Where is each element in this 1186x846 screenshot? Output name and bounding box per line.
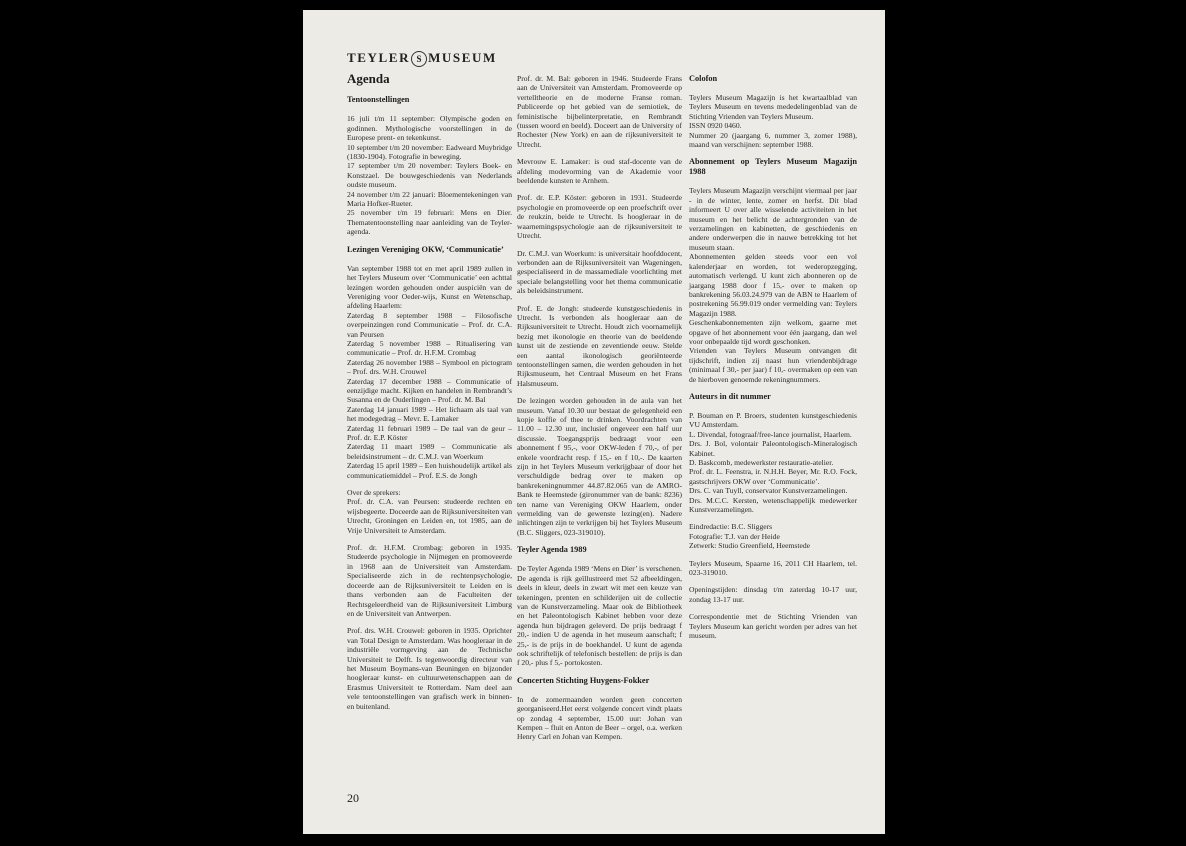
masthead-logo bbox=[347, 50, 497, 67]
heading-lezingen: Lezingen Vereniging OKW, ‘Communicatie’ bbox=[347, 244, 504, 254]
speaker-bio: Prof. dr. M. Bal: geboren in 1946. Studeerde Frans aan de Universiteit van Amsterdam. Promoveerde op vertelltheorie en de moderne Franse roman. Publiceerde op het gebied van de semiotiek, de feministische bijbelinterpretatie, en Rembrandt (tussen woord en beeld). Doceert aan de University of Rochester (New York) en aan de rijksuniversiteit te Utrecht. bbox=[517, 74, 682, 149]
speaker-bio: Prof. drs. W.H. Crouwel: geboren in 1935. Oprichter van Total Design te Amsterdam. Was hoogleraar in de industriële vormgeving aan de Technische Universiteit te Delft. Is tegenwoordig directeur van het Museum Boymans-van Beuningen en bijzonder hoogleraar kunst- en cultuurwetenschappen aan de Erasmus Universiteit te Rotterdam. Nam deel aan vele tentoonstellingen van grafisch werk in binnen- en buitenland. bbox=[347, 626, 512, 711]
correspondence-note: Correspondentie met de Stichting Vrienden van Teylers Museum kan gericht worden per adres van het museum. bbox=[689, 612, 857, 641]
heading-concerten: Concerten Stichting Huygens-Fokker bbox=[517, 675, 650, 685]
colofon-line: Teylers Museum Magazijn is het kwartaalblad van Teylers Museum en tevens mededelingenblad van de Stichting Vrienden van Teylers Museum. bbox=[689, 93, 857, 121]
lezingen-intro: Van september 1988 tot en met april 1989 zullen in het Teylers Museum over ‘Communicatie’ een achttal lezingen worden gehouden onder auspiciën van de Vereniging voor Oeder-wijs, Kunst en Wetenschap, afdeling Haarlem: bbox=[347, 263, 512, 311]
abonnement-block bbox=[689, 186, 857, 384]
museum-address: Teylers Museum, Spaarne 16, 2011 CH Haarlem, tel. 023-319010. bbox=[689, 558, 857, 578]
abonnement-text: Vrienden van Teylers Museum ontvangen dit tijdschrift, indien zij naast hun vriendenbijdrage (minimaal f 30,- per jaar) f 10,- overmaken op een van de hierboven genoemde rekeningnummers. bbox=[689, 346, 857, 384]
lecture-item: Zaterdag 11 maart 1989 – Communicatie als beleidsinstrument – dr. C.M.J. van Woerkum bbox=[347, 442, 512, 461]
abonnement-text: Geschenkabonnementen zijn welkom, gaarne met opgave of het abonnement voor één jaargang, dan wel voor onbepaalde tijd wordt geschonken. bbox=[689, 318, 857, 346]
speaker-bio-block bbox=[347, 488, 512, 535]
column-3 bbox=[689, 74, 857, 649]
heading-colofon: Colofon bbox=[689, 74, 718, 83]
speaker-bio: Prof. dr. H.F.M. Crombag: geboren in 1935. Studeerde psychologie in Nijmegen en promoveerde in 1968 aan de Universiteit van Amsterdam. Specialiseerde zich in de rechtenpsychologie, doceerde aan de Rijksuniversiteit te Leiden en is thans verbonden aan de Faculteiten der Rechtsgeleerdheid van de Rijksuniversiteit Limburg en de Universiteit van Antwerpen. bbox=[347, 543, 512, 618]
lecture-list bbox=[347, 264, 512, 480]
author-item: L. Divendal, fotograaf/free-lance journalist, Haarlem. bbox=[689, 429, 852, 439]
exhibition-item: 25 november t/m 19 februari: Mens en Dier. Thematentoonstelling naar aanleiding van de Teyler-agenda. bbox=[347, 208, 512, 237]
masthead-right: MUSEUM bbox=[428, 50, 497, 65]
author-item: Prof. dr. L. Feenstra, ir. N.H.H. Beyer, Mr. R.O. Fock, gastschrijvers OKW over ‘Communicatie’. bbox=[689, 467, 857, 486]
speaker-bio: Mevrouw E. Lamaker: is oud staf-docente van de afdeling modevorming van de Akademie voor beeldende kunsten te Arnhem. bbox=[517, 157, 682, 186]
museum-emblem-icon: S bbox=[411, 51, 427, 67]
lecture-item: Zaterdag 17 december 1988 – Communicatie of eenzijdige macht. Kijken en handelen in Rembrandt’s Susanna en de Ouderlingen – Prof. dr. M. Bal bbox=[347, 376, 512, 405]
author-item: P. Bouman en P. Broers, studenten kunstgeschiedenis VU Amsterdam. bbox=[689, 410, 857, 430]
author-item: Drs. C. van Tuyll, conservator Kunstverzamelingen. bbox=[689, 486, 848, 496]
opening-hours: Openingstijden: dinsdag t/m zaterdag 10-17 uur, zondag 13-17 uur. bbox=[689, 585, 857, 604]
colofon-block bbox=[689, 93, 857, 149]
heading-tentoonstellingen: Tentoonstellingen bbox=[347, 95, 410, 105]
masthead-left: TEYLER bbox=[347, 50, 411, 65]
speaker-bio: Prof. dr. E.P. Köster: geboren in 1931. Studeerde psychologie en promoveerde op een proefschrift over de reukzin, beide te Utrecht. Is hoogleraar in de waarnemingspsychologie aan de rijksuniversiteit te Utrecht. bbox=[517, 193, 682, 241]
redactie-line: Fotografie: T.J. van der Heide bbox=[689, 531, 780, 541]
redactie-line: Zetwerk: Studio Greenfield, Heemstede bbox=[689, 541, 811, 551]
redactie-block bbox=[689, 522, 857, 550]
column-2 bbox=[517, 74, 682, 750]
auteurs-list bbox=[689, 411, 857, 514]
exhibition-item: 16 juli t/m 11 september: Olympische goden en godinnen. Mythologische voorstellingen in de Europese prent- en tekenkunst. bbox=[347, 114, 512, 143]
lecture-item: Zaterdag 8 september 1988 – Filosofische overpeinzingen rond Communicatie – Prof. dr. C.A. van Peursen bbox=[347, 310, 512, 339]
speaker-bio: Prof. E. de Jongh: studeerde kunstgeschiedenis in Utrecht. Is verbonden als hoogleraar aan de Rijksuniversiteit te Utrecht. Houdt zich voornamelijk bezig met ikonologie en theorie van de beeldende kunst uit de zestiende en zeventiende eeuw. Stelde een aantal ikonologisch georiënteerde tentoonstellingen samen, die werden gehouden in het Rijksmuseum, het Centraal Museum en het Frans Halsmuseum. bbox=[517, 303, 682, 388]
exhibition-item: 24 november t/m 22 januari: Bloementekeningen van Maria Hofker-Rueter. bbox=[347, 189, 512, 209]
speaker-bio: Dr. C.M.J. van Woerkum: is universitair hoofddocent, verbonden aan de Rijksuniversiteit van Wageningen, gespecialiseerd in de massamediale voorlichting met speciale belangstelling voor het thema communicatie als beleidsinstrument. bbox=[517, 248, 682, 296]
concerten-text: In de zomermaanden worden geen concerten georganiseerd.Het eerst volgende concert vindt plaats op zondag 4 september, 15.00 uur: Johan van Kempen – fluit en Anton de Beer – orgel, o.a. werken Henry Carl en Johan van Kempen. bbox=[517, 694, 682, 742]
abonnement-text: Teylers Museum Magazijn verschijnt viermaal per jaar - in de winter, lente, zomer en herfst. Dit blad informeert U over alle wisselende activiteiten in het museum en het belicht de achtergronden van de verzamelingen en kabinetten, de geschiedenis en andere onderwerpen die in nauwe betrekking tot het museum staan. bbox=[689, 186, 857, 252]
lecture-item: Zaterdag 15 april 1989 – Een huishoudelijk artikel als communicatiemiddel – Prof. E.S. de Jongh bbox=[347, 461, 512, 480]
colofon-line: Nummer 20 (jaargang 6, nummer 3, zomer 1988), maand van verschijnen: september 1988. bbox=[689, 130, 857, 150]
exhibition-item: 10 september t/m 20 november: Eadweard Muybridge (1830-1904). Fotografie in beweging. bbox=[347, 142, 512, 162]
author-item: D. Baskcomb, medewerkster restauratie-atelier. bbox=[689, 458, 834, 467]
page-number: 20 bbox=[347, 791, 359, 805]
colofon-line: ISSN 0920 0460. bbox=[689, 121, 742, 131]
speaker-bio: Prof. dr. C.A. van Peursen: studeerde rechten en wijsbegeerte. Doceerde aan de Rijksuniversiteiten van Utrecht, Groningen en Leiden en, tot 1985, aan de Vrije Universiteit te Amsterdam. bbox=[347, 497, 512, 535]
magazine-page bbox=[303, 10, 885, 834]
abonnement-text: Abonnementen gelden steeds voor een vol kalenderjaar en worden, tot wederopzegging, automatisch verlengd. U kunt zich abonneren op de jaargang 1988 door f 15,- over te maken op bankrekening 56.03.24.979 van de ABN te Haarlem of postrekening 56.99.019 onder vermelding van: Teylers Magazijn 1988. bbox=[689, 252, 857, 318]
lecture-item: Zaterdag 14 januari 1989 – Het lichaam als taal van het modegedrag – Mevr. E. Lamaker bbox=[347, 404, 512, 424]
heading-abonnement: Abonnement op Teylers Museum Magazijn 1988 bbox=[689, 157, 857, 177]
lecture-practical-info: De lezingen worden gehouden in de aula van het museum. Vanaf 10.30 uur bestaat de gelegenheid een kopje koffie of thee te drinken. Voordrachten van 11.00 – 12.30 uur, inclusief ongeveer een half uur discussie. Toegangsprijs bedraagt voor een abonnement f 95,-, voor OKW-leden f 70,-, of per enkele voordracht resp. f 15,- en f 10,-. De kaarten zijn in het Teylers Museum verkrijgbaar of door het verschuldigde bedrag over te maken op bankrekeningnummer 44.87.82.065 van de AMRO-Bank te Heemstede (gironummer van de bank: 8236) ten name van Vereniging OKW Haarlem, onder vermelding van de gewenste lezing(en). Nadere inlichtingen zijn te verkrijgen bij het Teylers Museum (B.C. Sliggers, 023-319010). bbox=[517, 396, 682, 537]
exhibition-item: 17 september t/m 20 november: Teylers Boek- en Konstzael. De bouwgeschiedenis van Nederlands oudste museum. bbox=[347, 161, 512, 190]
lecture-item: Zaterdag 5 november 1988 – Ritualisering van communicatie – Prof. dr. H.F.M. Crombag bbox=[347, 338, 512, 358]
author-item: Drs. J. Bol, volontair Paleontologisch-Mineralogisch Kabinet. bbox=[689, 439, 857, 458]
column-1 bbox=[347, 71, 512, 719]
exhibition-list bbox=[347, 114, 512, 236]
lecture-item: Zaterdag 26 november 1988 – Symbool en pictogram – Prof. drs. W.H. Crouwel bbox=[347, 357, 512, 377]
author-item: Drs. M.C.C. Kersten, wetenschappelijk medewerker Kunstverzamelingen. bbox=[689, 495, 857, 515]
page-title: Agenda bbox=[347, 71, 390, 86]
heading-auteurs: Auteurs in dit nummer bbox=[689, 391, 771, 401]
redactie-line: Eindredactie: B.C. Sliggers bbox=[689, 522, 773, 532]
lecture-item: Zaterdag 11 februari 1989 – De taal van de geur – Prof. dr. E.P. Köster bbox=[347, 423, 512, 442]
speakers-intro: Over de sprekers: bbox=[347, 488, 401, 498]
heading-teyler-agenda: Teyler Agenda 1989 bbox=[517, 545, 587, 555]
teyler-agenda-text: De Teyler Agenda 1989 ‘Mens en Dier’ is verschenen. De agenda is rijk geïllustreerd met 52 afbeeldingen, deels in kleur, deels in zwart wit met een keuze van tekeningen, prenten en schilderijen uit de collectie van de Kunstverzameling. Maar ook de Bibliotheek en het Paleontologisch Kabinet hebben voor deze agenda hun bijdragen geleverd. De prijs bedraagt f 20,- indien U de agenda in het museum aanschaft; f 25,- is de prijs in de boekhandel. U kunt de agenda ook schriftelijk of telefonisch bestellen: de prijs is dan f 20,- plus f 5,- portokosten. bbox=[517, 564, 682, 668]
